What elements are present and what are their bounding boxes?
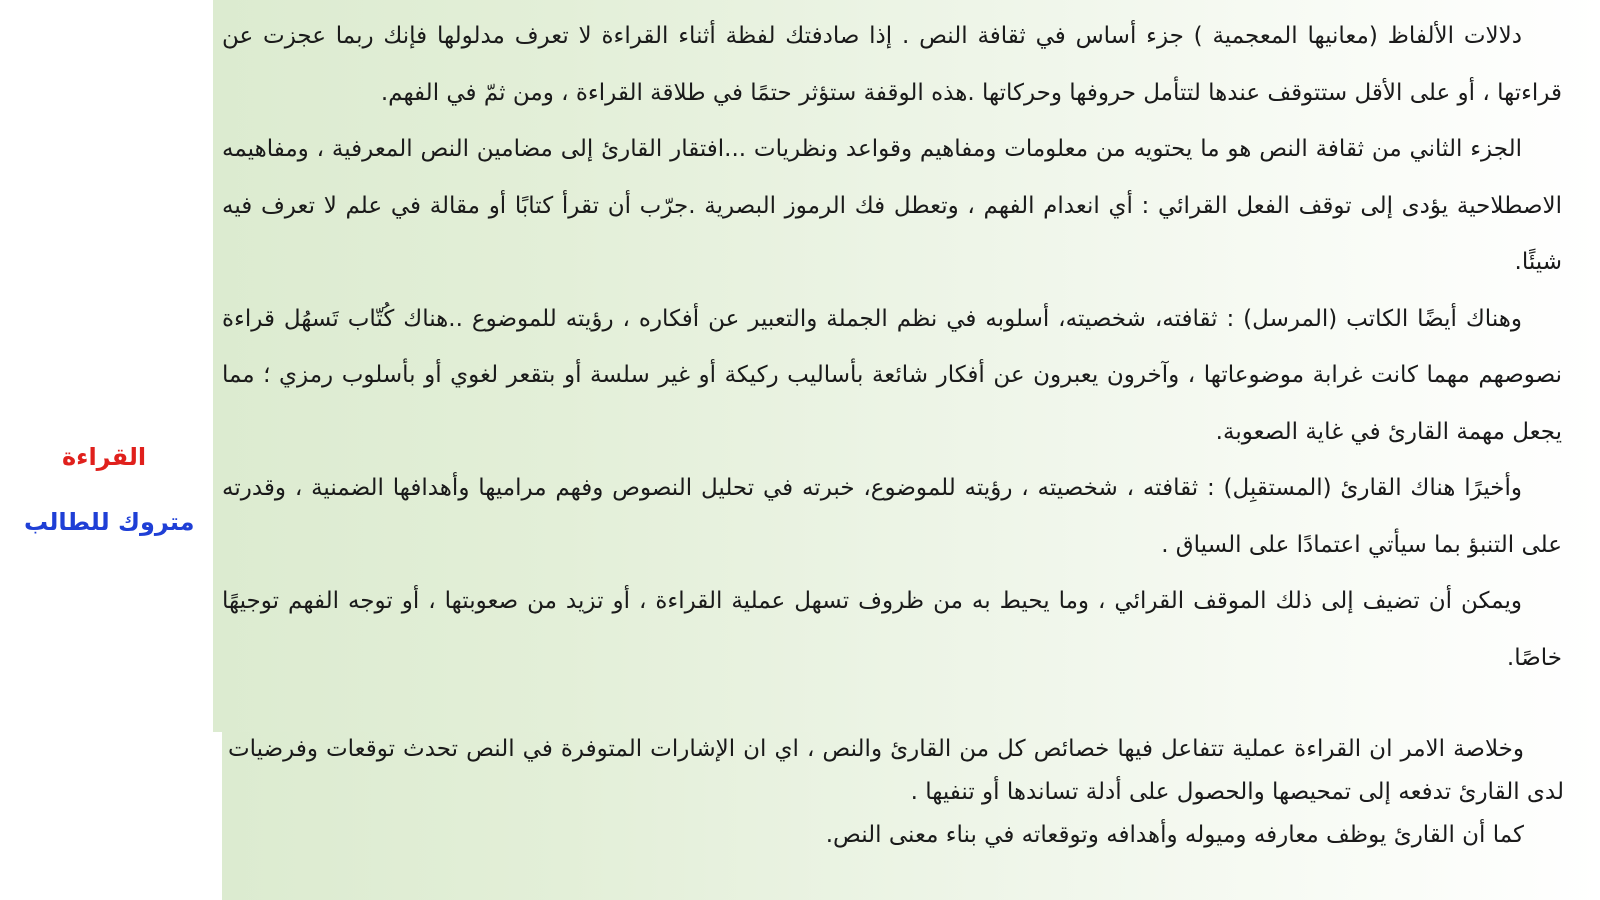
reading-label: القراءة: [62, 443, 147, 471]
conclusion-paragraph: وخلاصة الامر ان القراءة عملية تتفاعل فيها خصائص كل من القارئ والنص ، اي ان الإشارات المتوفرة في النص تحدث توقعات وفرضيات لدى القارئ تدفعه إلى تمحيصها والحصول على أدلة تساندها أو تنفيها .: [228, 736, 1564, 805]
main-text: [222, 8, 1562, 686]
paragraph-writer: وهناك أيضًا الكاتب (المرسل) : ثقافته، شخصيته، أسلوبه في نظم الجملة والتعبير عن أفكاره ، رؤيته للموضوع ..هناك كُتّاب تَسهُل قراءة نصوصهم مهما كانت غرابة موضوعاتها ، وآخرون يعبرون عن أفكار شائعة بأساليب ركيكة أو غير سلسة أو بتقعر لغوي أو بأسلوب رمزي ؛ مما يجعل مهمة القارئ في غاية الصعوبة.: [222, 305, 1562, 445]
conclusion-final-line: كما أن القارئ يوظف معارفه وميوله وأهدافه وتوقعاته في بناء معنى النص.: [825, 822, 1524, 848]
paragraph-reader: وأخيرًا هناك القارئ (المستقبِل) : ثقافته ، شخصيته ، رؤيته للموضوع، خبرته في تحليل النصوص وفهم مراميها وأهدافها الضمنية ، وقدرته على التنبؤ بما سيأتي اعتمادًا على السياق .: [222, 475, 1562, 558]
conclusion-text: [228, 728, 1564, 857]
paragraph-reading-situation: ويمكن أن تضيف إلى ذلك الموقف القرائي ، وما يحيط به من ظروف تسهل عملية القراءة ، أو تزيد من صعوبتها ، أو توجه الفهم توجيهًا خاصًا.: [222, 588, 1562, 671]
left-for-student-label: متروك للطالب: [24, 508, 195, 536]
paragraph-word-meanings: دلالات الألفاظ (معانيها المعجمية ) جزء أساس في ثقافة النص . إذا صادفتك لفظة أثناء القراءة لا تعرف مدلولها فإنك ربما عجزت عن قراءتها ، أو على الأقل ستتوقف عندها لتتأمل حروفها وحركاتها .هذه الوقفة ستؤثر حتمًا في طلاقة القراءة ، ومن ثمّ في الفهم.: [222, 23, 1562, 106]
paragraph-text-content: الجزء الثاني من ثقافة النص هو ما يحتويه من معلومات ومفاهيم وقواعد ونظريات ...افتقار القارئ إلى مضامين النص المعرفية ، ومفاهيمه الاصطلاحية يؤدى إلى توقف الفعل القرائي : أي انعدام الفهم ، وتعطل فك الرموز البصرية .جرّب أن تقرأ كتابًا أو مقالة في علم لا تعرف فيه شيئًا.: [222, 136, 1562, 275]
